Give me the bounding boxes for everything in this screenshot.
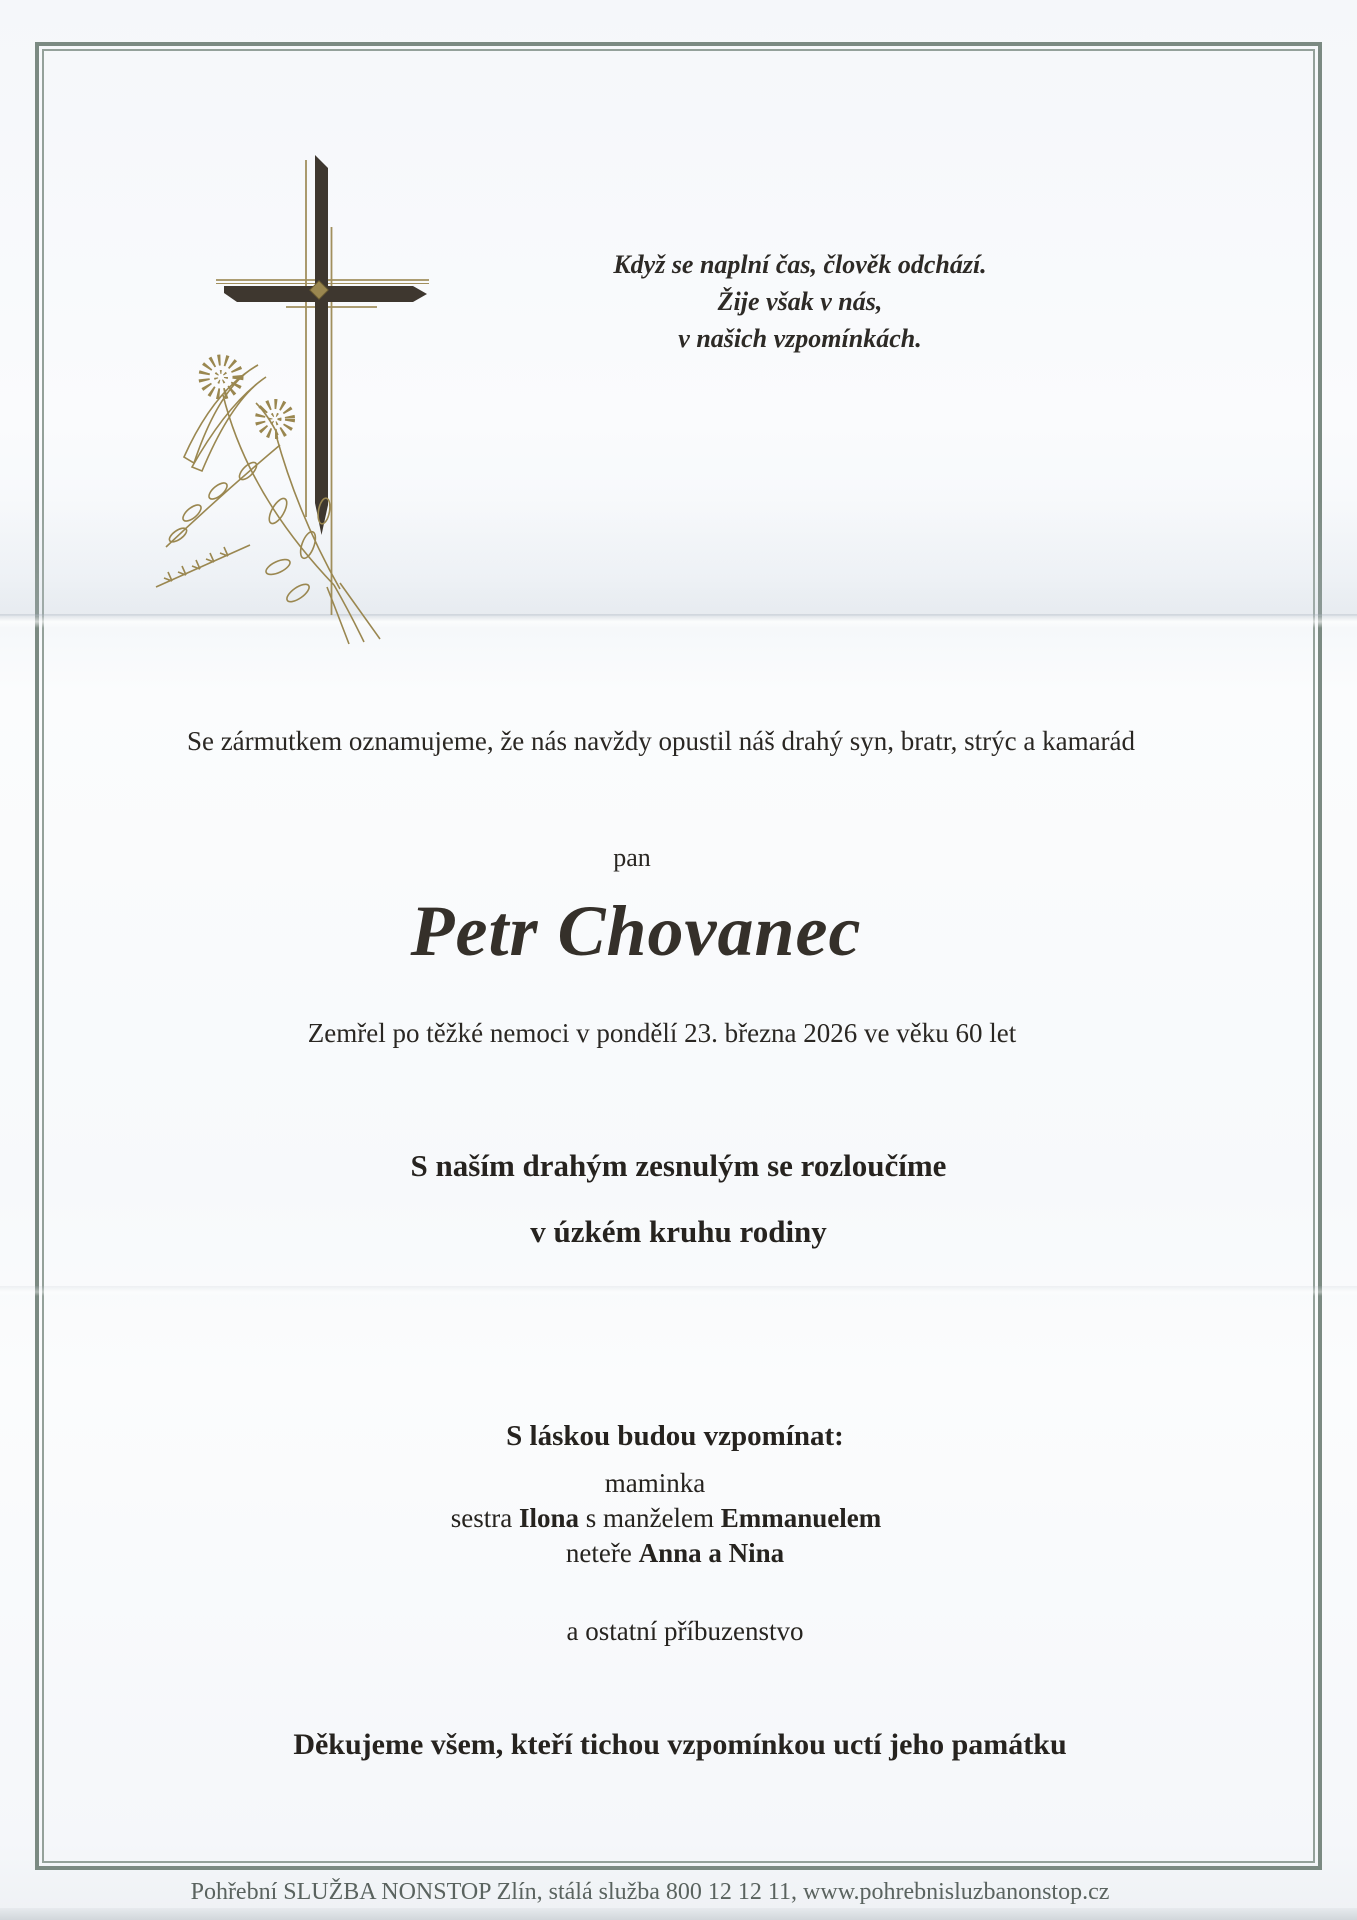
farewell-line-2: v úzkém kruhu rodiny [530,1214,827,1249]
mourner-line-nieces [0,1538,1350,1569]
mourner-line-sister [0,1503,1332,1534]
cross-and-flowers-icon [128,115,468,645]
quote-line-2: Žije však v nás, [717,287,883,316]
quote-line-1: Když se naplní čas, člověk odchází. [613,250,987,279]
memorial-quote [520,246,1080,357]
sister-prefix: sestra [450,1503,519,1533]
deceased-name: Petr Chovanec [410,891,862,971]
honorific-text: pan [613,843,651,872]
remembrance-heading: S láskou budou vzpomínat: [506,1420,844,1452]
nieces-names: Anna a Nina [638,1538,785,1568]
thanks-text: Děkujeme všem, kteří tichou vzpomínkou uctí jeho památku [293,1728,1067,1761]
quote-line-3: v našich vzpomínkách. [678,324,922,353]
sister-middle: s manželem [579,1503,721,1533]
scan-bottom-edge [0,1908,1357,1920]
sister-name: Ilona [519,1503,580,1533]
funeral-service-footer: Pohřební SLUŽBA NONSTOP Zlín, stálá služba 800 12 12 11, www.pohrebnisluzbanonstop.cz [190,1879,1110,1905]
nieces-prefix: neteře [565,1538,639,1568]
mourner-line-mother: maminka [604,1468,706,1498]
death-info-text: Zemřel po těžké nemoci v pondělí 23. března 2026 ve věku 60 let [307,1018,1017,1048]
closing-relatives-text: a ostatní příbuzenstvo [566,1616,804,1646]
farewell-line-1: S naším drahým zesnulým se rozloučíme [410,1148,947,1183]
announcement-text: Se zármutkem oznamujeme, že nás navždy opustil náš drahý syn, bratr, strýc a kamarád [186,726,1136,756]
husband-name: Emmanuelem [720,1503,882,1533]
